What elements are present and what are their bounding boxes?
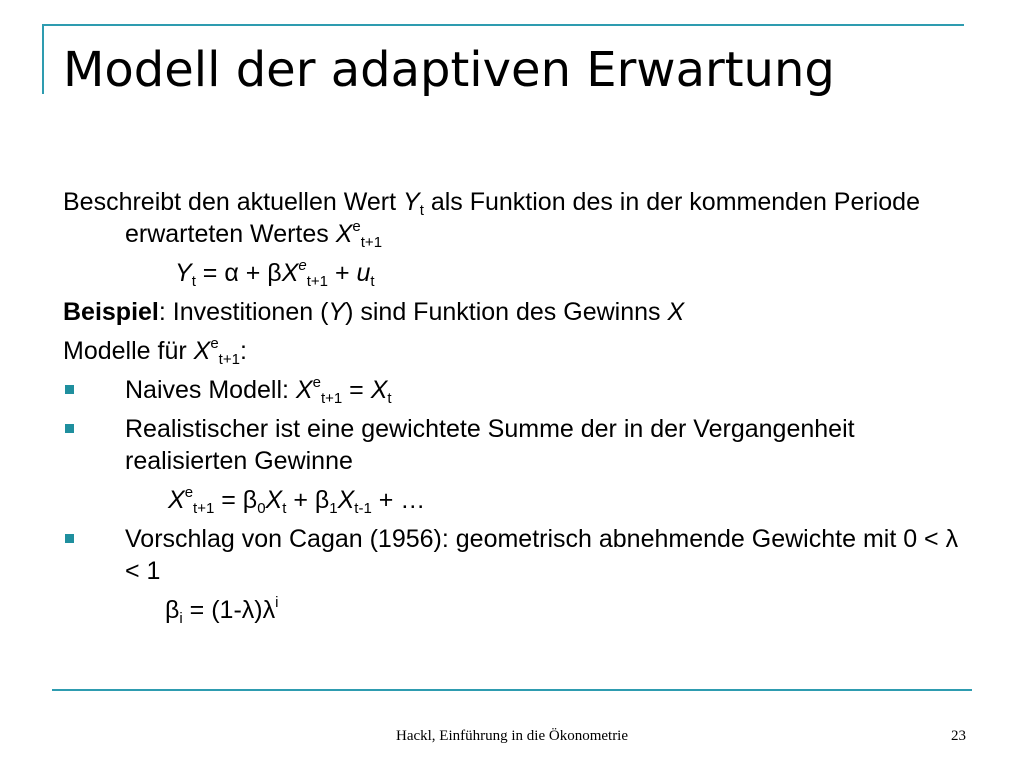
description-paragraph: Beschreibt den aktuellen Wert $Y_t$ als Funktion des in der kommenden Periode erwarteten Wertes $X^e_{t+1}$ <box>63 188 920 251</box>
geometric-weights-formula: $\beta_i = (1-\lambda)\lambda^i$ <box>165 594 279 627</box>
slide-title: Modell der adaptiven Erwartung <box>63 42 835 98</box>
footer-text: Hackl, Einführung in die Ökonometrie <box>395 728 629 744</box>
title-frame-left-line <box>42 24 44 94</box>
page-number: 23 <box>951 728 966 744</box>
weighted-sum-formula: $X^e_{t+1} = \beta_0X_t + \beta_1X_{t-1}$ + … <box>168 484 426 517</box>
square-bullet-icon <box>65 385 74 394</box>
example-paragraph: Beispiel: Investitionen (Y) sind Funktion des Gewinns X <box>63 298 685 326</box>
models-heading: Modelle für $X^e_{t+1}$: <box>63 335 247 368</box>
bullet-weighted-sum: Realistischer ist eine gewichtete Summe der in der Vergangenheit realisierten Gewinne <box>63 413 963 477</box>
square-bullet-icon <box>65 424 74 433</box>
square-bullet-icon <box>65 534 74 543</box>
slide-body <box>63 186 963 633</box>
bullet-cagan-proposal: Vorschlag von Cagan (1956): geometrisch abnehmende Gewichte mit 0 < λ < 1 <box>63 523 963 587</box>
footer-divider <box>52 689 972 691</box>
bullet-naive-model: Naives Modell: $X^e_{t+1} = X_t$ <box>63 374 963 406</box>
adaptive-expectation-formula: $Y_t = \alpha + \beta X^e_{t+1} + u_t$ <box>175 257 375 290</box>
title-frame-top-line <box>42 24 964 26</box>
